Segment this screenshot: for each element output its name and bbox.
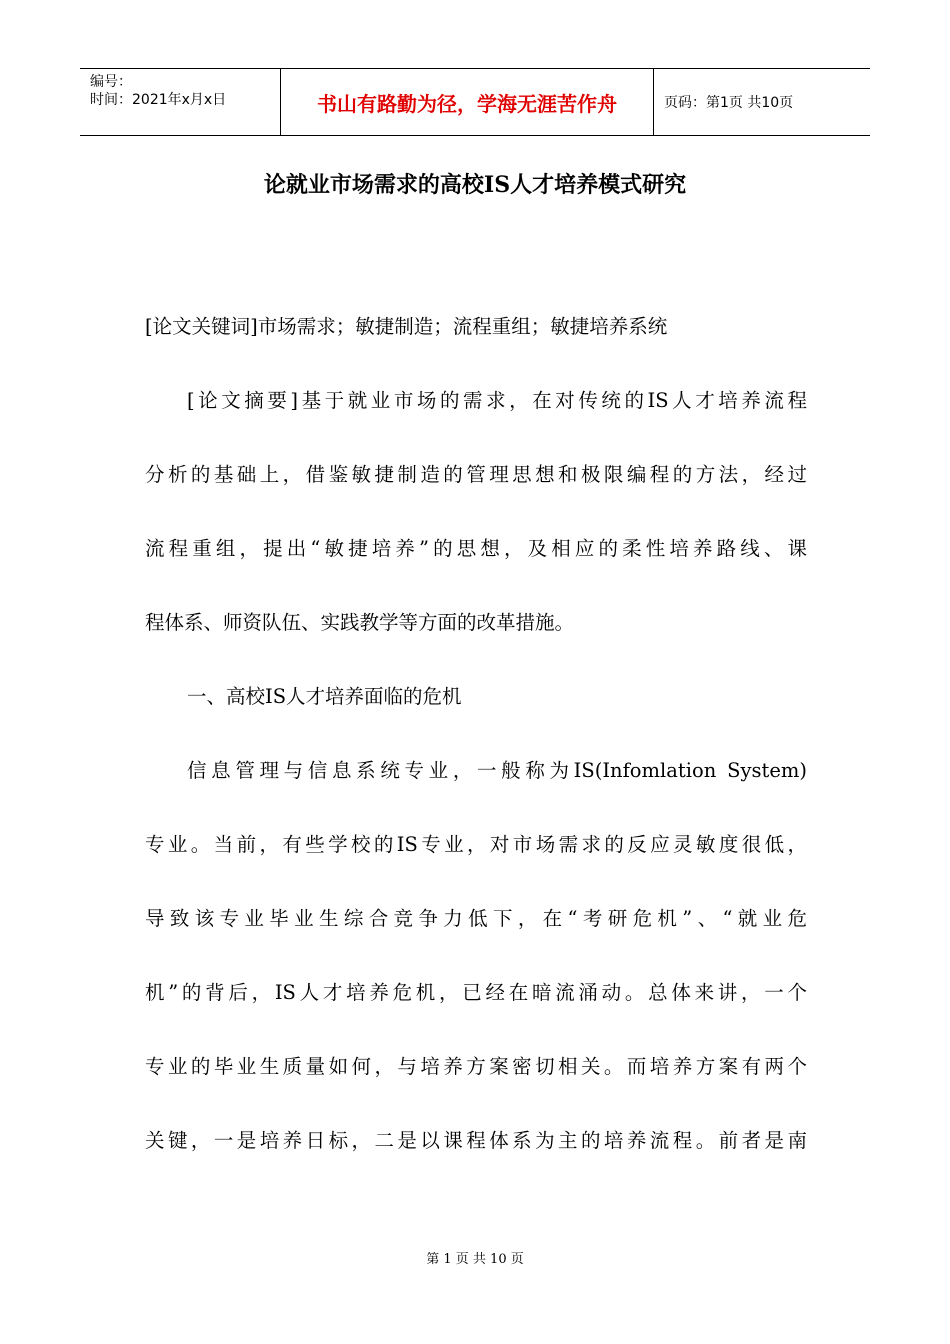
header-motto: 书山有路勤为径，学海无涯苦作舟	[281, 69, 654, 135]
paragraph-line: 程体系、师资队伍、实践教学等方面的改革措施。	[145, 611, 575, 634]
paragraph-line: 导致该专业毕业生综合竞争力低下，在“考研危机”、“就业危	[145, 907, 807, 930]
body-paragraph	[145, 734, 807, 1178]
paragraph-line: 机”的背后，IS人才培养危机，已经在暗流涌动。总体来讲，一个	[145, 981, 807, 1004]
section-heading	[145, 660, 807, 734]
paragraph-line: 分析的基础上，借鉴敏捷制造的管理思想和极限编程的方法，经过	[145, 463, 807, 486]
paragraph-line: 信息管理与信息系统专业，一般称为IS(Infomlation System)	[187, 759, 807, 782]
page-footer: 第 1 页 共 10 页	[426, 1252, 524, 1267]
paragraph-line: [论文关键词]市场需求；敏捷制造；流程重组；敏捷培养系统	[145, 315, 668, 338]
abstract-paragraph	[145, 364, 807, 660]
paragraph-line: 专业的毕业生质量如何，与培养方案密切相关。而培养方案有两个	[145, 1055, 807, 1078]
page-header	[80, 68, 870, 136]
document-title: 论就业市场需求的高校IS人才培养模式研究	[263, 172, 687, 198]
document-time-label: 时间：2021年x月x日	[90, 92, 227, 108]
paragraph-line: 专业。当前，有些学校的IS专业，对市场需求的反应灵敏度很低，	[145, 833, 807, 856]
paragraph-line: 一、高校IS人才培养面临的危机	[187, 685, 462, 708]
header-page-info: 页码：第1页 共10页	[664, 95, 794, 111]
keywords-paragraph	[145, 290, 807, 364]
paragraph-line: [论文摘要]基于就业市场的需求，在对传统的IS人才培养流程	[187, 389, 807, 412]
paragraph-line: 关键，一是培养日标，二是以课程体系为主的培养流程。前者是南	[145, 1129, 807, 1152]
document-body	[145, 290, 807, 1178]
header-meta	[80, 69, 281, 135]
document-number-label: 编号：	[90, 74, 132, 90]
paragraph-line: 流程重组，提出“敏捷培养”的思想，及相应的柔性培养路线、课	[145, 537, 807, 560]
